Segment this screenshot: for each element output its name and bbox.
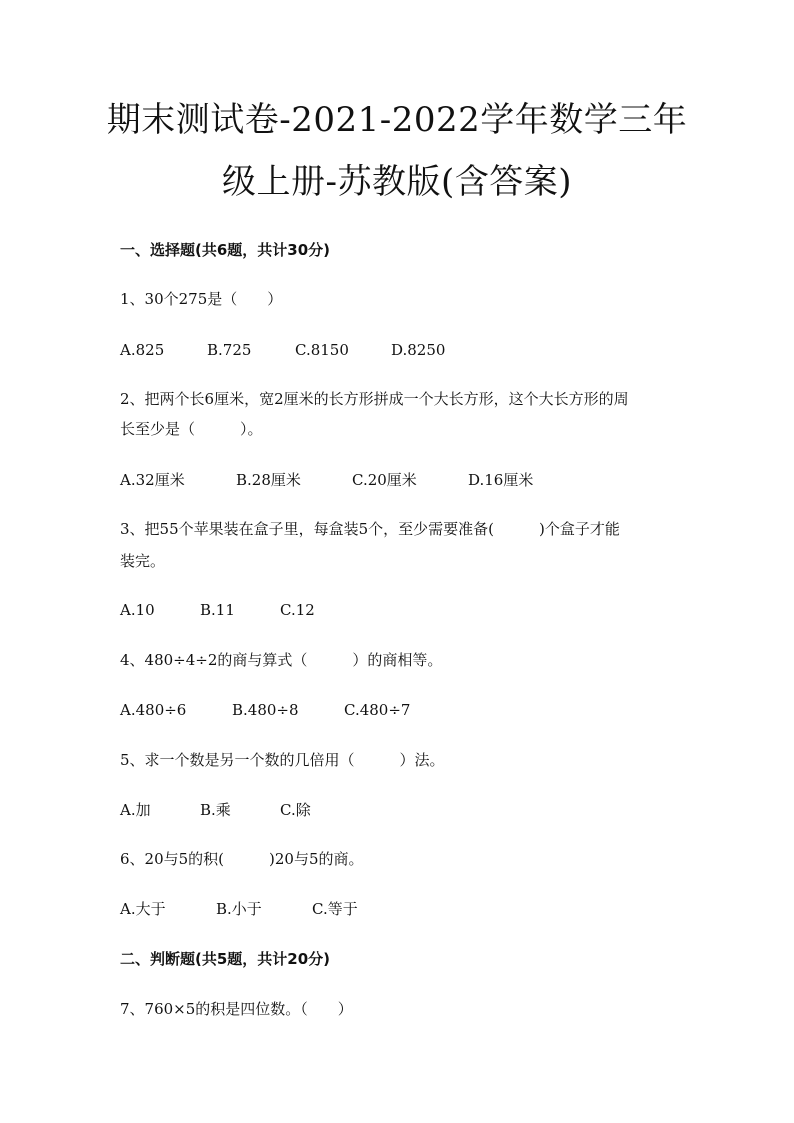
question-3-options xyxy=(120,600,315,620)
question-3-text-line-2: 装完。 xyxy=(120,552,166,570)
question-2-options xyxy=(120,470,533,490)
section-heading-choice: 一、选择题(共6题，共计30分) xyxy=(120,241,331,259)
section-heading-judge: 二、判断题(共5题，共计20分) xyxy=(120,950,331,968)
question-2-option-c: C.20厘米 xyxy=(352,471,417,489)
question-3-option-b: B.11 xyxy=(200,601,235,619)
question-6-text: 6、20与5的积( )20与5的商。 xyxy=(120,850,364,868)
document-title-line-1: 期末测试卷-2021-2022学年数学三年 xyxy=(106,100,688,140)
question-1-option-d: D.8250 xyxy=(391,341,446,359)
question-1-option-a: A.825 xyxy=(120,341,165,359)
question-4-option-a: A.480÷6 xyxy=(120,701,187,719)
question-4-option-b: B.480÷8 xyxy=(232,701,299,719)
question-5-option-c: C.除 xyxy=(280,801,311,819)
question-7-text: 7、760×5的积是四位数。（ ） xyxy=(120,1000,353,1018)
question-6-option-c: C.等于 xyxy=(312,900,358,918)
question-2-option-b: B.28厘米 xyxy=(236,471,301,489)
question-2-text-line-2: 长至少是（ ）。 xyxy=(120,420,263,438)
question-6-options xyxy=(120,899,358,919)
question-2-option-d: D.16厘米 xyxy=(468,471,534,489)
question-1-option-b: B.725 xyxy=(207,341,252,359)
question-1-text: 1、30个275是（ ） xyxy=(120,290,283,308)
question-3-option-c: C.12 xyxy=(280,601,315,619)
question-3-text-line-1: 3、把55个苹果装在盒子里，每盒装5个，至少需要准备( )个盒子才能 xyxy=(120,520,620,538)
question-1-options xyxy=(120,340,445,360)
question-5-options xyxy=(120,800,311,820)
question-1-option-c: C.8150 xyxy=(295,341,349,359)
question-4-options xyxy=(120,700,410,720)
question-2-option-a: A.32厘米 xyxy=(120,471,185,489)
document-title-line-2: 级上册-苏教版(含答案) xyxy=(221,162,573,202)
question-6-option-b: B.小于 xyxy=(216,900,262,918)
question-3-option-a: A.10 xyxy=(120,601,155,619)
question-4-text: 4、480÷4÷2的商与算式（ ）的商相等。 xyxy=(120,651,443,669)
question-4-option-c: C.480÷7 xyxy=(344,701,411,719)
question-5-text: 5、求一个数是另一个数的几倍用（ ）法。 xyxy=(120,751,445,769)
question-6-option-a: A.大于 xyxy=(120,900,166,918)
question-5-option-b: B.乘 xyxy=(200,801,231,819)
question-5-option-a: A.加 xyxy=(120,801,151,819)
question-2-text-line-1: 2、把两个长6厘米，宽2厘米的长方形拼成一个大长方形，这个大长方形的周 xyxy=(120,390,629,408)
